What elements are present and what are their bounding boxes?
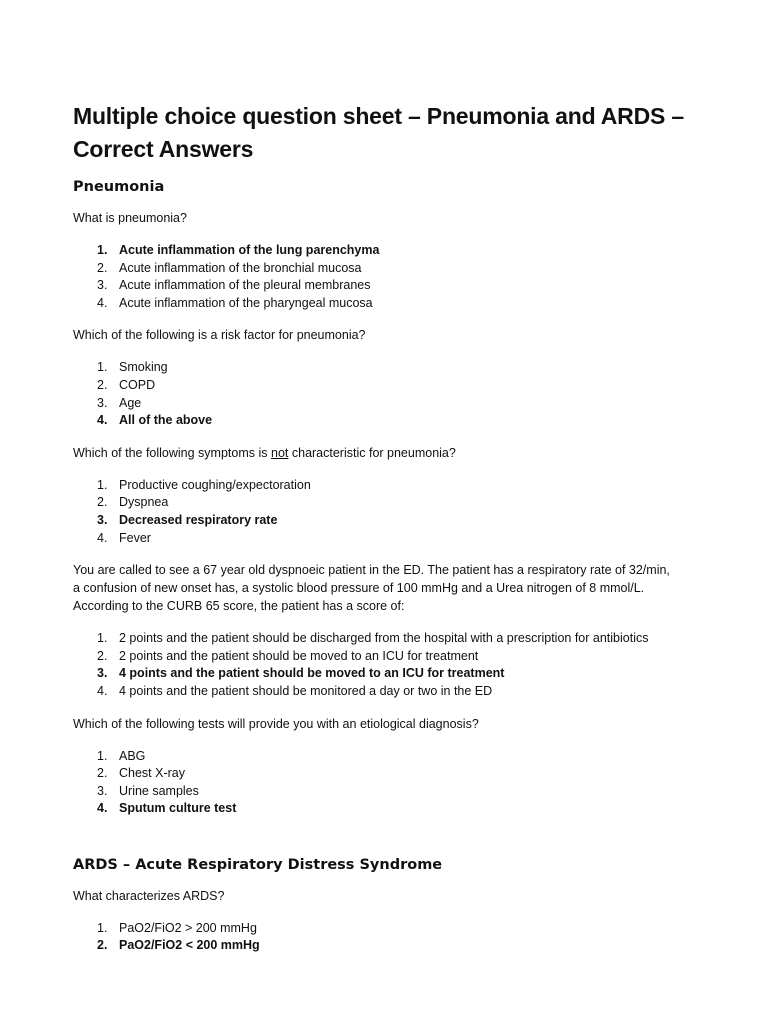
question-2: Which of the following is a risk factor for pneumonia?: [73, 328, 366, 343]
option-number: 4.: [97, 530, 108, 545]
option-text: Acute inflammation of the pharyngeal mucosa: [119, 295, 373, 310]
question-text-after: characteristic for pneumonia?: [288, 445, 456, 460]
option-2: [73, 765, 713, 783]
option-text: 2 points and the patient should be discharged from the hospital with a prescription for antibiotics: [119, 631, 649, 646]
option-number: 2.: [97, 260, 108, 275]
option-text: 2 points and the patient should be moved to an ICU for treatment: [119, 648, 479, 663]
question-3: [73, 444, 713, 462]
option-2-correct: [73, 937, 713, 955]
question-underlined-word: not: [271, 445, 289, 460]
options-question-6: [73, 920, 713, 955]
option-number: 2.: [97, 938, 108, 953]
option-text: Decreased respiratory rate: [119, 512, 278, 527]
option-text: ABG: [119, 748, 146, 763]
option-number: 1.: [97, 360, 108, 375]
options-question-3: [73, 477, 713, 547]
option-1: [73, 477, 713, 495]
option-text: All of the above: [119, 413, 213, 428]
option-number: 2.: [97, 377, 108, 392]
option-text: Fever: [119, 530, 151, 545]
option-number: 4.: [97, 413, 108, 428]
options-question-5: [73, 748, 713, 818]
option-3-correct: [73, 512, 713, 530]
options-question-4: [73, 630, 713, 700]
option-text: 4 points and the patient should be moved to an ICU for treatment: [119, 666, 505, 681]
option-4: [73, 295, 713, 313]
option-number: 3.: [97, 395, 108, 410]
option-text: PaO2/FiO2 < 200 mmHg: [119, 938, 260, 953]
option-text: Sputum culture test: [119, 801, 237, 816]
option-text: Productive coughing/expectoration: [119, 477, 311, 492]
question-5: Which of the following tests will provide you with an etiological diagnosis?: [73, 716, 479, 731]
option-number: 3.: [97, 278, 108, 293]
option-3: [73, 783, 713, 801]
options-question-1: [73, 242, 713, 312]
question-4: [73, 561, 713, 615]
option-number: 1.: [97, 243, 108, 257]
option-number: 2.: [97, 648, 108, 663]
option-4: [73, 683, 713, 701]
option-number: 4.: [97, 683, 108, 698]
option-number: 1.: [97, 631, 108, 646]
option-2: [73, 260, 713, 278]
option-text: Urine samples: [119, 783, 199, 798]
option-text: Acute inflammation of the lung parenchyma: [119, 243, 380, 257]
option-text: Acute inflammation of the bronchial mucosa: [119, 260, 362, 275]
question-line-3: According to the CURB 65 score, the patient has a score of:: [73, 599, 405, 614]
options-question-2: [73, 359, 713, 429]
section-heading-pneumonia: Pneumonia: [73, 179, 165, 195]
option-1: [73, 748, 713, 766]
question-line-2: a confusion of new onset has, a systolic blood pressure of 100 mmHg and a Urea nitrogen of 8 mmol/L.: [73, 581, 645, 596]
question-text-before: Which of the following symptoms is: [73, 445, 271, 460]
option-number: 2.: [97, 766, 108, 781]
document-title: Multiple choice question sheet – Pneumonia and ARDS – Correct Answers: [73, 103, 684, 162]
option-3: [73, 395, 713, 413]
option-number: 2.: [97, 495, 108, 510]
option-number: 3.: [97, 512, 108, 527]
option-1: [73, 630, 713, 648]
option-text: PaO2/FiO2 > 200 mmHg: [119, 920, 257, 935]
option-1: [73, 920, 713, 938]
option-number: 1.: [97, 748, 108, 763]
option-text: Smoking: [119, 360, 168, 375]
section-heading-ards: ARDS – Acute Respiratory Distress Syndrome: [73, 856, 443, 873]
option-4-correct: [73, 412, 713, 430]
option-text: Age: [119, 395, 142, 410]
option-number: 3.: [97, 783, 108, 798]
option-number: 1.: [97, 477, 108, 492]
document-page: [73, 100, 713, 955]
option-text: 4 points and the patient should be monitored a day or two in the ED: [119, 683, 493, 698]
option-3-correct: [73, 665, 713, 683]
question-line-1: You are called to see a 67 year old dyspnoeic patient in the ED. The patient has a respiratory rate of 32/min,: [73, 563, 670, 578]
question-1: What is pneumonia?: [73, 211, 187, 225]
option-text: COPD: [119, 377, 156, 392]
option-1: [73, 359, 713, 377]
option-1-correct: [73, 242, 713, 260]
option-2: [73, 494, 713, 512]
option-number: 4.: [97, 801, 108, 816]
option-number: 4.: [97, 295, 108, 310]
option-number: 3.: [97, 666, 108, 681]
option-3: [73, 277, 713, 295]
option-2: [73, 648, 713, 666]
option-4: [73, 530, 713, 548]
option-text: Dyspnea: [119, 495, 169, 510]
option-text: Acute inflammation of the pleural membranes: [119, 278, 371, 293]
option-number: 1.: [97, 920, 108, 935]
option-2: [73, 377, 713, 395]
question-6: What characterizes ARDS?: [73, 888, 225, 903]
option-4-correct: [73, 800, 713, 818]
option-text: Chest X-ray: [119, 766, 185, 781]
